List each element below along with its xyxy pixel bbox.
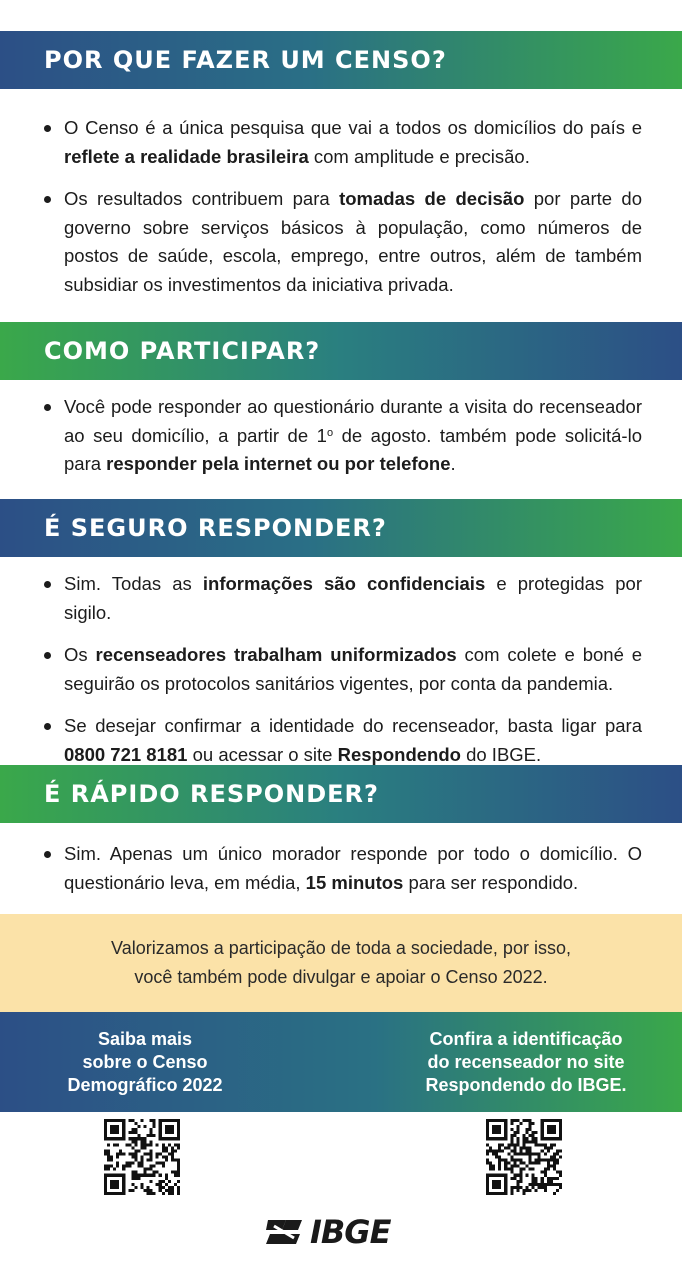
section-body-como-participar bbox=[0, 393, 682, 479]
bullet-item: Sim. Apenas um único morador responde por todo o domicílio. O questionário leva, em média, 15 minutos para ser respondido. bbox=[44, 840, 642, 897]
section-body-por-que bbox=[0, 114, 682, 299]
bullet-dot bbox=[44, 125, 51, 132]
section-title: É RÁPIDO RESPONDER? bbox=[44, 780, 379, 808]
bullet-item: Os resultados contribuem para tomadas de decisão por parte do governo sobre serviços básicos à população, como números de postos de saúde, escola, emprego, entre outros, além de também subsidiar os investimentos da iniciativa privada. bbox=[44, 185, 642, 299]
section-banner-como-participar bbox=[0, 322, 682, 380]
bullet-dot bbox=[44, 581, 51, 588]
section-body-rapido bbox=[0, 840, 682, 897]
note-line: Valorizamos a participação de toda a sociedade, por isso, bbox=[111, 938, 571, 958]
support-note bbox=[0, 914, 682, 1012]
ibge-logo bbox=[264, 1213, 391, 1251]
section-banner-por-que bbox=[0, 31, 682, 89]
footer-right-text: Confira a identificação do recenseador no site Respondendo do IBGE. bbox=[425, 1029, 627, 1095]
bullet-item: Se desejar confirmar a identidade do recenseador, basta ligar para 0800 721 8181 ou acessar o site Respondendo do IBGE. bbox=[44, 712, 642, 769]
section-body-seguro bbox=[0, 570, 682, 769]
qr-code-respondendo[interactable] bbox=[486, 1119, 562, 1195]
bullet-item: Você pode responder ao questionário durante a visita do recenseador ao seu domicílio, a partir de 1$^o$ de agosto. também pode solicitá-lo para responder pela internet ou por telefone. bbox=[44, 393, 642, 479]
bullet-item: O Censo é a única pesquisa que vai a todos os domicílios do país e reflete a realidade brasileira com amplitude e precisão. bbox=[44, 114, 642, 171]
ibge-logo-icon bbox=[264, 1218, 304, 1246]
bullet-dot bbox=[44, 652, 51, 659]
bullet-dot bbox=[44, 404, 51, 411]
section-banner-seguro bbox=[0, 499, 682, 557]
ibge-logo-text: IBGE bbox=[310, 1213, 391, 1251]
section-banner-rapido bbox=[0, 765, 682, 823]
footer-left-text: Saiba mais sobre o Censo Demográfico 2022 bbox=[67, 1029, 223, 1095]
qr-code-censo[interactable] bbox=[104, 1119, 180, 1195]
bullet-dot bbox=[44, 723, 51, 730]
section-title: COMO PARTICIPAR? bbox=[44, 337, 321, 365]
bullet-item: Os recenseadores trabalham uniformizados com colete e boné e seguirão os protocolos sanitários vigentes, por conta da pandemia. bbox=[44, 641, 642, 698]
note-line: você também pode divulgar e apoiar o Censo 2022. bbox=[134, 967, 548, 987]
bullet-dot bbox=[44, 196, 51, 203]
bullet-item: Sim. Todas as informações são confidenciais e protegidas por sigilo. bbox=[44, 570, 642, 627]
section-title: É SEGURO RESPONDER? bbox=[44, 514, 387, 542]
bullet-dot bbox=[44, 851, 51, 858]
footer-band bbox=[0, 1012, 682, 1112]
section-title: POR QUE FAZER UM CENSO? bbox=[44, 46, 447, 74]
